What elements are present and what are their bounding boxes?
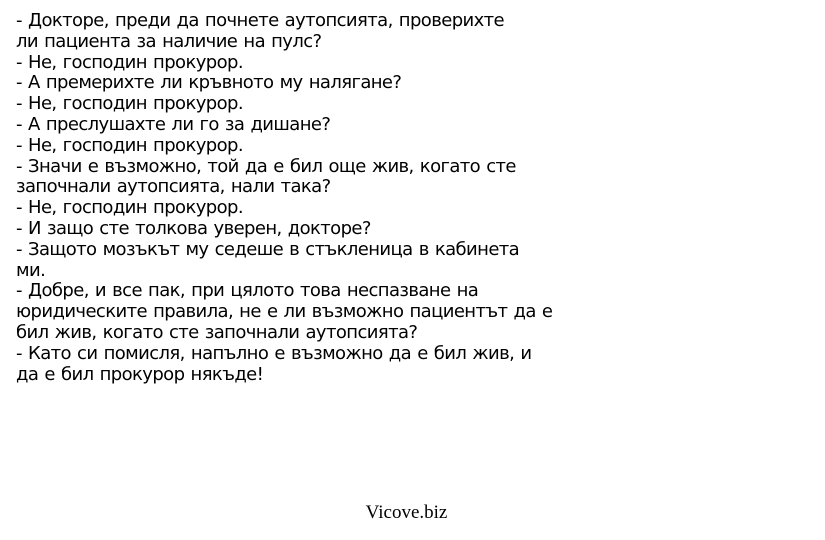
text-line: бил жив, когато сте започнали аутопсията? (16, 321, 418, 343)
text-line: - Защото мозъкът му седеше в стъкленица в кабинета (16, 238, 520, 260)
text-line: - И защо сте толкова уверен, докторе? (16, 217, 371, 239)
site-watermark: Vicove.biz (365, 502, 448, 523)
text-line: - Не, господин прокурор. (16, 93, 243, 115)
joke-text (16, 11, 616, 385)
text-line: да е бил прокурор някъде! (16, 363, 264, 385)
text-line: - Не, господин прокурор. (16, 134, 243, 156)
text-line: - Не, господин прокурор. (16, 51, 243, 73)
text-line: - Добре, и все пак, при цялото това неспазване на (16, 280, 479, 302)
text-line: - А преслушахте ли го за дишане? (16, 113, 331, 135)
text-line: - Значи е възможно, той да е бил още жив, когато сте (16, 155, 516, 177)
text-line: - Докторе, преди да почнете аутопсията, проверихте (16, 10, 505, 31)
text-line: започнали аутопсията, нали така? (16, 176, 331, 198)
text-line: - А премерихте ли кръвното му налягане? (16, 72, 402, 94)
text-line: - Не, господин прокурор. (16, 197, 243, 219)
text-line: - Като си помисля, напълно е възможно да е бил жив, и (16, 342, 532, 364)
text-line: ли пациента за наличие на пулс? (16, 30, 322, 52)
text-line: юридическите правила, не е ли възможно пациентът да е (16, 301, 553, 323)
text-line: ми. (16, 259, 46, 281)
